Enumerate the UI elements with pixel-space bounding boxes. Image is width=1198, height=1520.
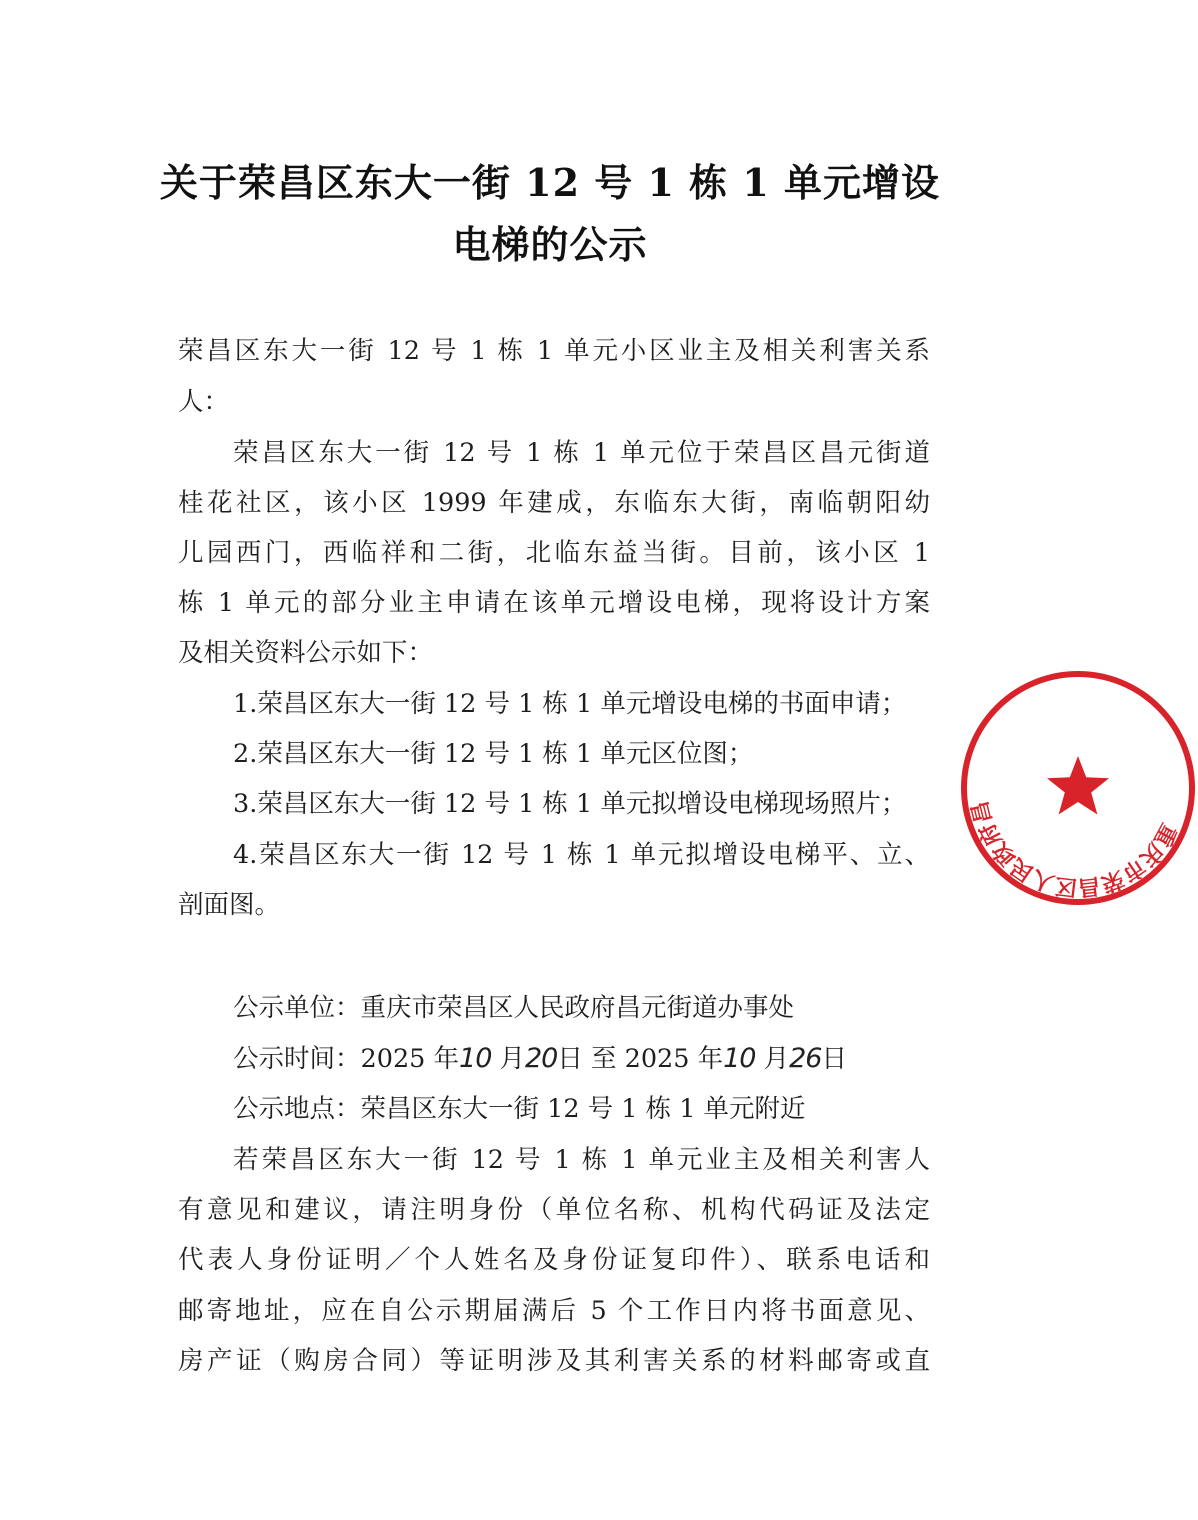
notice-start-year: 2025 年 (360, 1044, 460, 1074)
handwritten-start-month: 10 (459, 1043, 492, 1074)
day-suffix: 日 (557, 1044, 583, 1074)
day-suffix: 日 (821, 1044, 847, 1074)
notice-unit: 公示单位：重庆市荣昌区人民政府昌元街道办事处 (233, 993, 795, 1023)
intro-line: 栋 1 单元的部分业主申请在该单元增设电梯，现将设计方案 (178, 588, 930, 618)
intro-line: 及相关资料公示如下： (178, 638, 434, 668)
official-seal (958, 668, 1198, 908)
seal-text (968, 798, 1182, 899)
salutation-line-1: 荣昌区东大一街 12 号 1 栋 1 单元小区业主及相关利害关系 (178, 336, 930, 366)
handwritten-end-month: 10 (723, 1043, 756, 1074)
notice-to: 至 (582, 1044, 625, 1074)
closing-line: 有意见和建议，请注明身份（单位名称、机构代码证及法定 (178, 1195, 930, 1225)
intro-line: 荣昌区东大一街 12 号 1 栋 1 单元位于荣昌区昌元街道 (233, 438, 930, 468)
notice-place: 公示地点：荣昌区东大一街 12 号 1 栋 1 单元附近 (233, 1094, 806, 1124)
month-suffix: 月 (755, 1044, 790, 1074)
notice-end-year: 2025 年 (624, 1044, 724, 1074)
closing-line: 邮寄地址，应在自公示期届满后 5 个工作日内将书面意见、 (178, 1296, 930, 1326)
closing-line: 房产证（购房合同）等证明涉及其利害关系的材料邮寄或直 (178, 1346, 930, 1376)
notice-time (233, 1039, 930, 1079)
intro-line: 儿园西门，西临祥和二街，北临东益当街。目前，该小区 1 (178, 538, 930, 568)
seal-text-path: 重庆市荣昌区人民政府昌 (967, 798, 1181, 900)
salutation-line-2: 人： (178, 387, 230, 417)
attachment-item: 4.荣昌区东大一街 12 号 1 栋 1 单元拟增设电梯平、立、 (233, 840, 930, 870)
attachment-item: 2.荣昌区东大一街 12 号 1 栋 1 单元区位图； (233, 739, 754, 769)
notice-time-label: 公示时间： (233, 1044, 361, 1074)
closing-line: 代表人身份证明／个人姓名及身份证复印件）、联系电话和 (178, 1245, 930, 1275)
handwritten-start-day: 20 (525, 1043, 558, 1074)
intro-line: 桂花社区，该小区 1999 年建成，东临东大街，南临朝阳幼 (178, 488, 930, 518)
month-suffix: 月 (491, 1044, 525, 1074)
attachment-item: 剖面图。 (178, 890, 281, 920)
attachment-item: 3.荣昌区东大一街 12 号 1 栋 1 单元拟增设电梯现场照片； (233, 789, 907, 819)
attachment-item: 1.荣昌区东大一街 12 号 1 栋 1 单元增设电梯的书面申请； (233, 689, 907, 719)
closing-line: 若荣昌区东大一街 12 号 1 栋 1 单元业主及相关利害人 (233, 1145, 930, 1175)
handwritten-end-day: 26 (789, 1043, 822, 1074)
document-title-line-2: 电梯的公示 (452, 222, 648, 267)
seal-star-icon (1047, 756, 1109, 815)
document-title-line-1: 关于荣昌区东大一街 12 号 1 栋 1 单元增设 (159, 160, 941, 205)
